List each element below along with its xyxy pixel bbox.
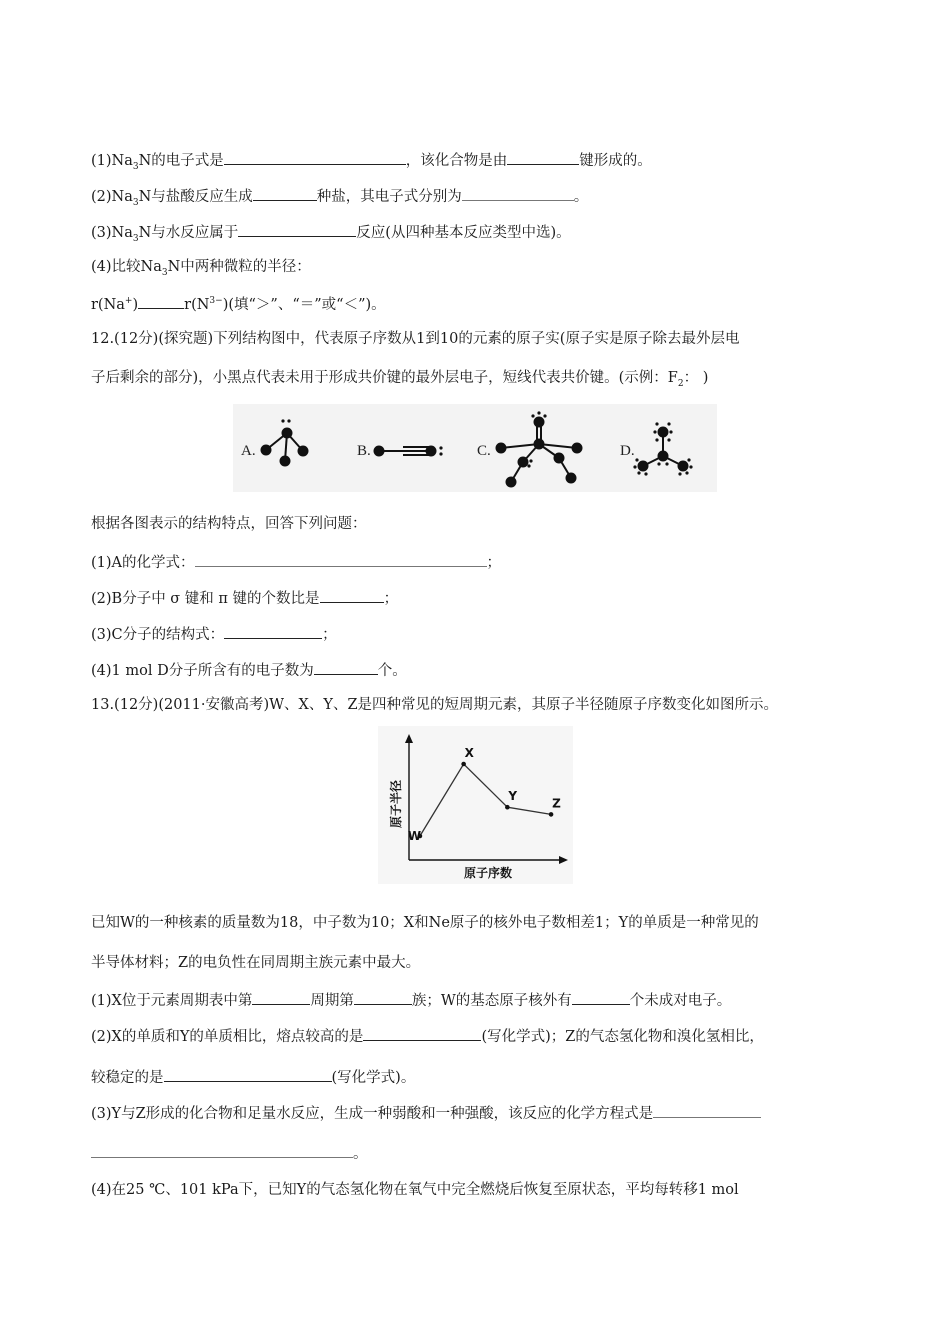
molecule-label-c: C. — [477, 443, 491, 459]
q13-sub-3: (3)Y与Z形成的化合物和足量水反应，生成一种弱酸和一种强酸，该反应的化学方程式是 — [91, 1102, 761, 1124]
molecule-label-d: D. — [620, 443, 635, 459]
answer-blank[interactable] — [138, 293, 184, 309]
q11-line-2: $(2)Na_3N$与盐酸反应生成 种盐，其电子式分别为 。 — [91, 185, 588, 207]
q13-sub-1: (1)X位于元素周期表中第 周期第 族；W的基态原子核外有 个未成对电子。 — [91, 989, 731, 1011]
answer-blank[interactable] — [462, 185, 574, 201]
q12-intro-2: 子后剩余的部分)，小黑点代表未用于形成共价键的最外层电子，短线代表共价键。(示例：$F_2$： ) — [91, 370, 709, 389]
answer-blank[interactable] — [314, 659, 378, 675]
answer-blank[interactable] — [320, 587, 384, 603]
molecule-structures-figure — [233, 404, 717, 492]
q13-sub-2: (2)X的单质和Y的单质相比，熔点较高的是 (写化学式)；Z的气态氢化物和溴化氢相比， — [91, 1025, 764, 1047]
answer-blank[interactable] — [224, 623, 322, 639]
answer-blank[interactable] — [363, 1025, 481, 1041]
q12-answer-intro: 根据各图表示的结构特点，回答下列问题： — [91, 516, 367, 532]
data-label-w: W — [407, 829, 422, 843]
answer-blank[interactable] — [354, 989, 412, 1005]
answer-blank[interactable] — [572, 989, 630, 1005]
data-label-y: Y — [508, 789, 518, 804]
answer-blank[interactable] — [224, 149, 406, 165]
atomic-radius-chart — [378, 726, 573, 884]
q12-intro-1: 12.(12分)(探究题)下列结构图中，代表原子序数从1到10的元素的原子实(原子实是原子除去最外层电 — [91, 331, 740, 347]
y-axis-label: 原子半径 — [389, 779, 403, 829]
q11-line-4: (4)比较$Na_3N$中两种微粒的半径： — [91, 259, 311, 278]
data-point-x — [461, 762, 466, 767]
q13-known-1: 已知W的一种核素的质量数为18，中子数为10；X和Ne原子的核外电子数相差1；Y的单质是一种常见的 — [91, 915, 759, 931]
q12-sub-1: (1)A的化学式： ； — [91, 551, 501, 573]
x-axis-label: 原子序数 — [463, 866, 513, 880]
answer-blank[interactable] — [164, 1066, 332, 1082]
answer-blank[interactable] — [252, 989, 310, 1005]
molecule-label-b: B. — [357, 443, 371, 459]
answer-blank[interactable] — [91, 1142, 353, 1158]
q13-sub-4: (4)在25 ℃、101 kPa下，已知Y的气态氢化物在氧气中完全燃烧后恢复至原状态，平均每转移1 mol — [91, 1182, 739, 1198]
data-point-z — [549, 812, 554, 817]
q12-sub-2: (2)B分子中 σ 键和 π 键的个数比是 ； — [91, 587, 398, 609]
data-label-x: X — [464, 746, 474, 760]
q11-line-3: $(3)Na_3N$与水反应属于 反应(从四种基本反应类型中选)。 — [91, 221, 571, 243]
answer-blank[interactable] — [253, 185, 317, 201]
q11-line-5: r(Na+) $r(N^{3-})$(填“＞”、“＝”或“＜”)。 — [91, 293, 386, 315]
molecule-label-a: A. — [241, 443, 256, 459]
answer-blank[interactable] — [653, 1102, 761, 1118]
data-label-z: Z — [552, 796, 561, 811]
answer-blank[interactable] — [238, 221, 356, 237]
q13-known-2: 半导体材料；Z的电负性在同周期主族元素中最大。 — [91, 955, 421, 971]
q13-sub-3b: 。 — [91, 1142, 368, 1164]
answer-blank[interactable] — [507, 149, 579, 165]
q12-sub-4: (4)1 mol D分子所含有的电子数为 个。 — [91, 659, 407, 681]
answer-blank[interactable] — [195, 551, 487, 567]
q11-line-1: $(1)Na_3N$的电子式是 ，该化合物是由 键形成的。 — [91, 149, 652, 171]
q13-sub-2b: 较稳定的是 (写化学式)。 — [91, 1066, 415, 1088]
q13-intro: 13.(12分)(2011·安徽高考)W、X、Y、Z是四种常见的短周期元素，其原子半径随原子序数变化如图所示。 — [91, 697, 779, 713]
q12-sub-3: (3)C分子的结构式： ； — [91, 623, 337, 645]
data-point-y — [505, 805, 510, 810]
